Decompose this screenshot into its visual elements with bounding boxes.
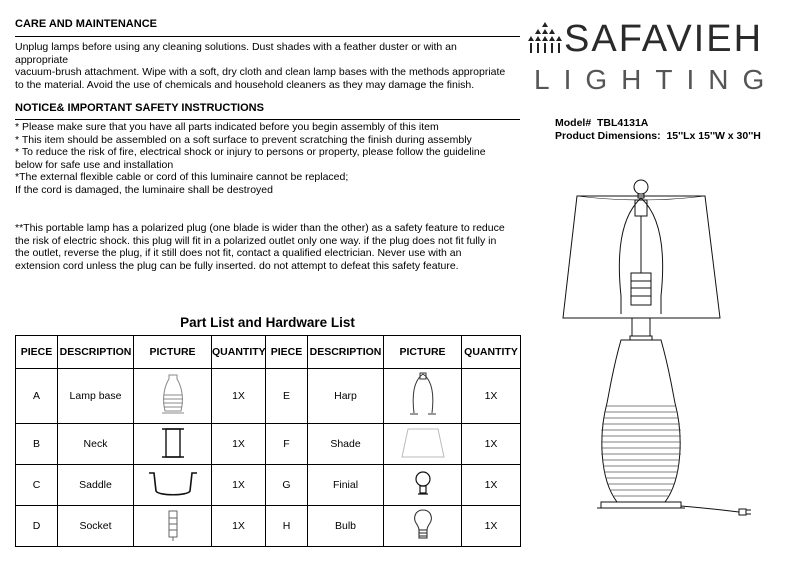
picture-cell xyxy=(384,424,462,465)
care-rule xyxy=(15,36,520,37)
plug-line: the outlet, reverse the plug, if it still does not fit, contact a qualified electrician. Never use with an xyxy=(15,247,462,259)
bulb-icon xyxy=(411,508,435,542)
saddle-icon xyxy=(146,469,200,499)
picture-cell xyxy=(384,369,462,424)
piece-cell: G xyxy=(266,465,308,506)
piece-cell: A xyxy=(16,369,58,424)
notice-line: * Please make sure that you have all parts indicated before you begin assembly of this item xyxy=(15,121,439,133)
picture-cell xyxy=(384,465,462,506)
model-line xyxy=(555,117,648,129)
notice-line: If the cord is damaged, the luminaire shall be destroyed xyxy=(15,183,273,196)
shade-icon xyxy=(398,426,448,460)
notice-line: *The external flexible cable or cord of this luminaire cannot be replaced; xyxy=(15,171,349,183)
header-picture: PICTURE xyxy=(134,336,212,369)
picture-cell xyxy=(134,506,212,547)
header-picture: PICTURE xyxy=(384,336,462,369)
header-quantity: QUANTITY xyxy=(462,336,521,369)
table-header-row xyxy=(16,336,521,369)
notice-title: NOTICE& IMPORTANT SAFETY INSTRUCTIONS xyxy=(15,102,264,114)
description-cell: Harp xyxy=(308,369,384,424)
quantity-cell: 1X xyxy=(212,506,266,547)
plug-line: **This portable lamp has a polarized plug (one blade is wider than the other) as a safety feature to reduce xyxy=(15,222,505,234)
brand-sub: LIGHTING xyxy=(534,64,779,95)
header-quantity: QUANTITY xyxy=(212,336,266,369)
description-cell: Saddle xyxy=(58,465,134,506)
dims-label: Product Dimensions: xyxy=(555,130,661,142)
description-cell: Bulb xyxy=(308,506,384,547)
piece-cell: B xyxy=(16,424,58,465)
care-text xyxy=(15,41,505,91)
plug-line: extension cord unless the plug can be fully inserted. do not attempt to defeat this safety feature. xyxy=(15,259,459,272)
harp-icon xyxy=(408,371,438,419)
quantity-cell: 1X xyxy=(462,465,521,506)
parts-title: Part List and Hardware List xyxy=(180,315,355,330)
parts-table xyxy=(15,335,521,547)
description-cell: Shade xyxy=(308,424,384,465)
header-description: DESCRIPTION xyxy=(308,336,384,369)
table-row xyxy=(16,465,521,506)
lamp-base-icon xyxy=(160,373,186,417)
header-description: DESCRIPTION xyxy=(58,336,134,369)
model-label: Model# xyxy=(555,117,592,129)
neck-icon xyxy=(158,425,188,461)
notice-text xyxy=(15,121,486,196)
picture-cell xyxy=(384,506,462,547)
care-title: CARE AND MAINTENANCE xyxy=(15,18,157,30)
lamp-drawing xyxy=(555,178,775,523)
header-piece: PIECE xyxy=(16,336,58,369)
quantity-cell: 1X xyxy=(212,369,266,424)
notice-rule xyxy=(15,119,520,120)
quantity-cell: 1X xyxy=(212,424,266,465)
piece-cell: E xyxy=(266,369,308,424)
care-line: Unplug lamps before using any cleaning solutions. Dust shades with a feather duster or with an xyxy=(15,41,457,53)
plug-text xyxy=(15,222,505,272)
picture-cell xyxy=(134,465,212,506)
dims-value: 15''Lx 15''W x 30''H xyxy=(666,130,761,142)
description-cell: Lamp base xyxy=(58,369,134,424)
care-line: vacuum-brush attachment. Wipe with a soft, dry cloth and clean lamp bases with the methods appropriate xyxy=(15,66,506,78)
piece-cell: C xyxy=(16,465,58,506)
notice-line: * This item should be assembled on a soft surface to prevent scratching the finish during assembly xyxy=(15,133,472,146)
plug-line: the risk of electric shock. this plug will fit in a polarized outlet only one way. if the plug does not fit fully in xyxy=(15,234,497,247)
dims-line xyxy=(555,130,761,142)
notice-line: * To reduce the risk of fire, electrical shock or injury to persons or property, please follow the guideline xyxy=(15,146,486,158)
description-cell: Neck xyxy=(58,424,134,465)
table-row xyxy=(16,506,521,547)
description-cell: Socket xyxy=(58,506,134,547)
notice-line: below for safe use and installation xyxy=(15,158,174,171)
quantity-cell: 1X xyxy=(462,424,521,465)
piece-cell: F xyxy=(266,424,308,465)
description-cell: Finial xyxy=(308,465,384,506)
table-row xyxy=(16,424,521,465)
socket-icon xyxy=(163,508,183,542)
picture-cell xyxy=(134,369,212,424)
care-line: to the material. Avoid the use of chemicals and household cleaners as they may damage the finish. xyxy=(15,78,475,91)
brand-name: SAFAVIEH xyxy=(564,18,764,60)
picture-cell xyxy=(134,424,212,465)
piece-cell: D xyxy=(16,506,58,547)
table-row xyxy=(16,369,521,424)
header-piece: PIECE xyxy=(266,336,308,369)
quantity-cell: 1X xyxy=(212,465,266,506)
brand-logo xyxy=(528,20,798,95)
brand-mark-icon xyxy=(528,22,562,56)
piece-cell: H xyxy=(266,506,308,547)
care-line: appropriate xyxy=(15,53,69,66)
quantity-cell: 1X xyxy=(462,369,521,424)
model-value: TBL4131A xyxy=(597,117,649,129)
quantity-cell: 1X xyxy=(462,506,521,547)
finial-icon xyxy=(412,469,434,499)
